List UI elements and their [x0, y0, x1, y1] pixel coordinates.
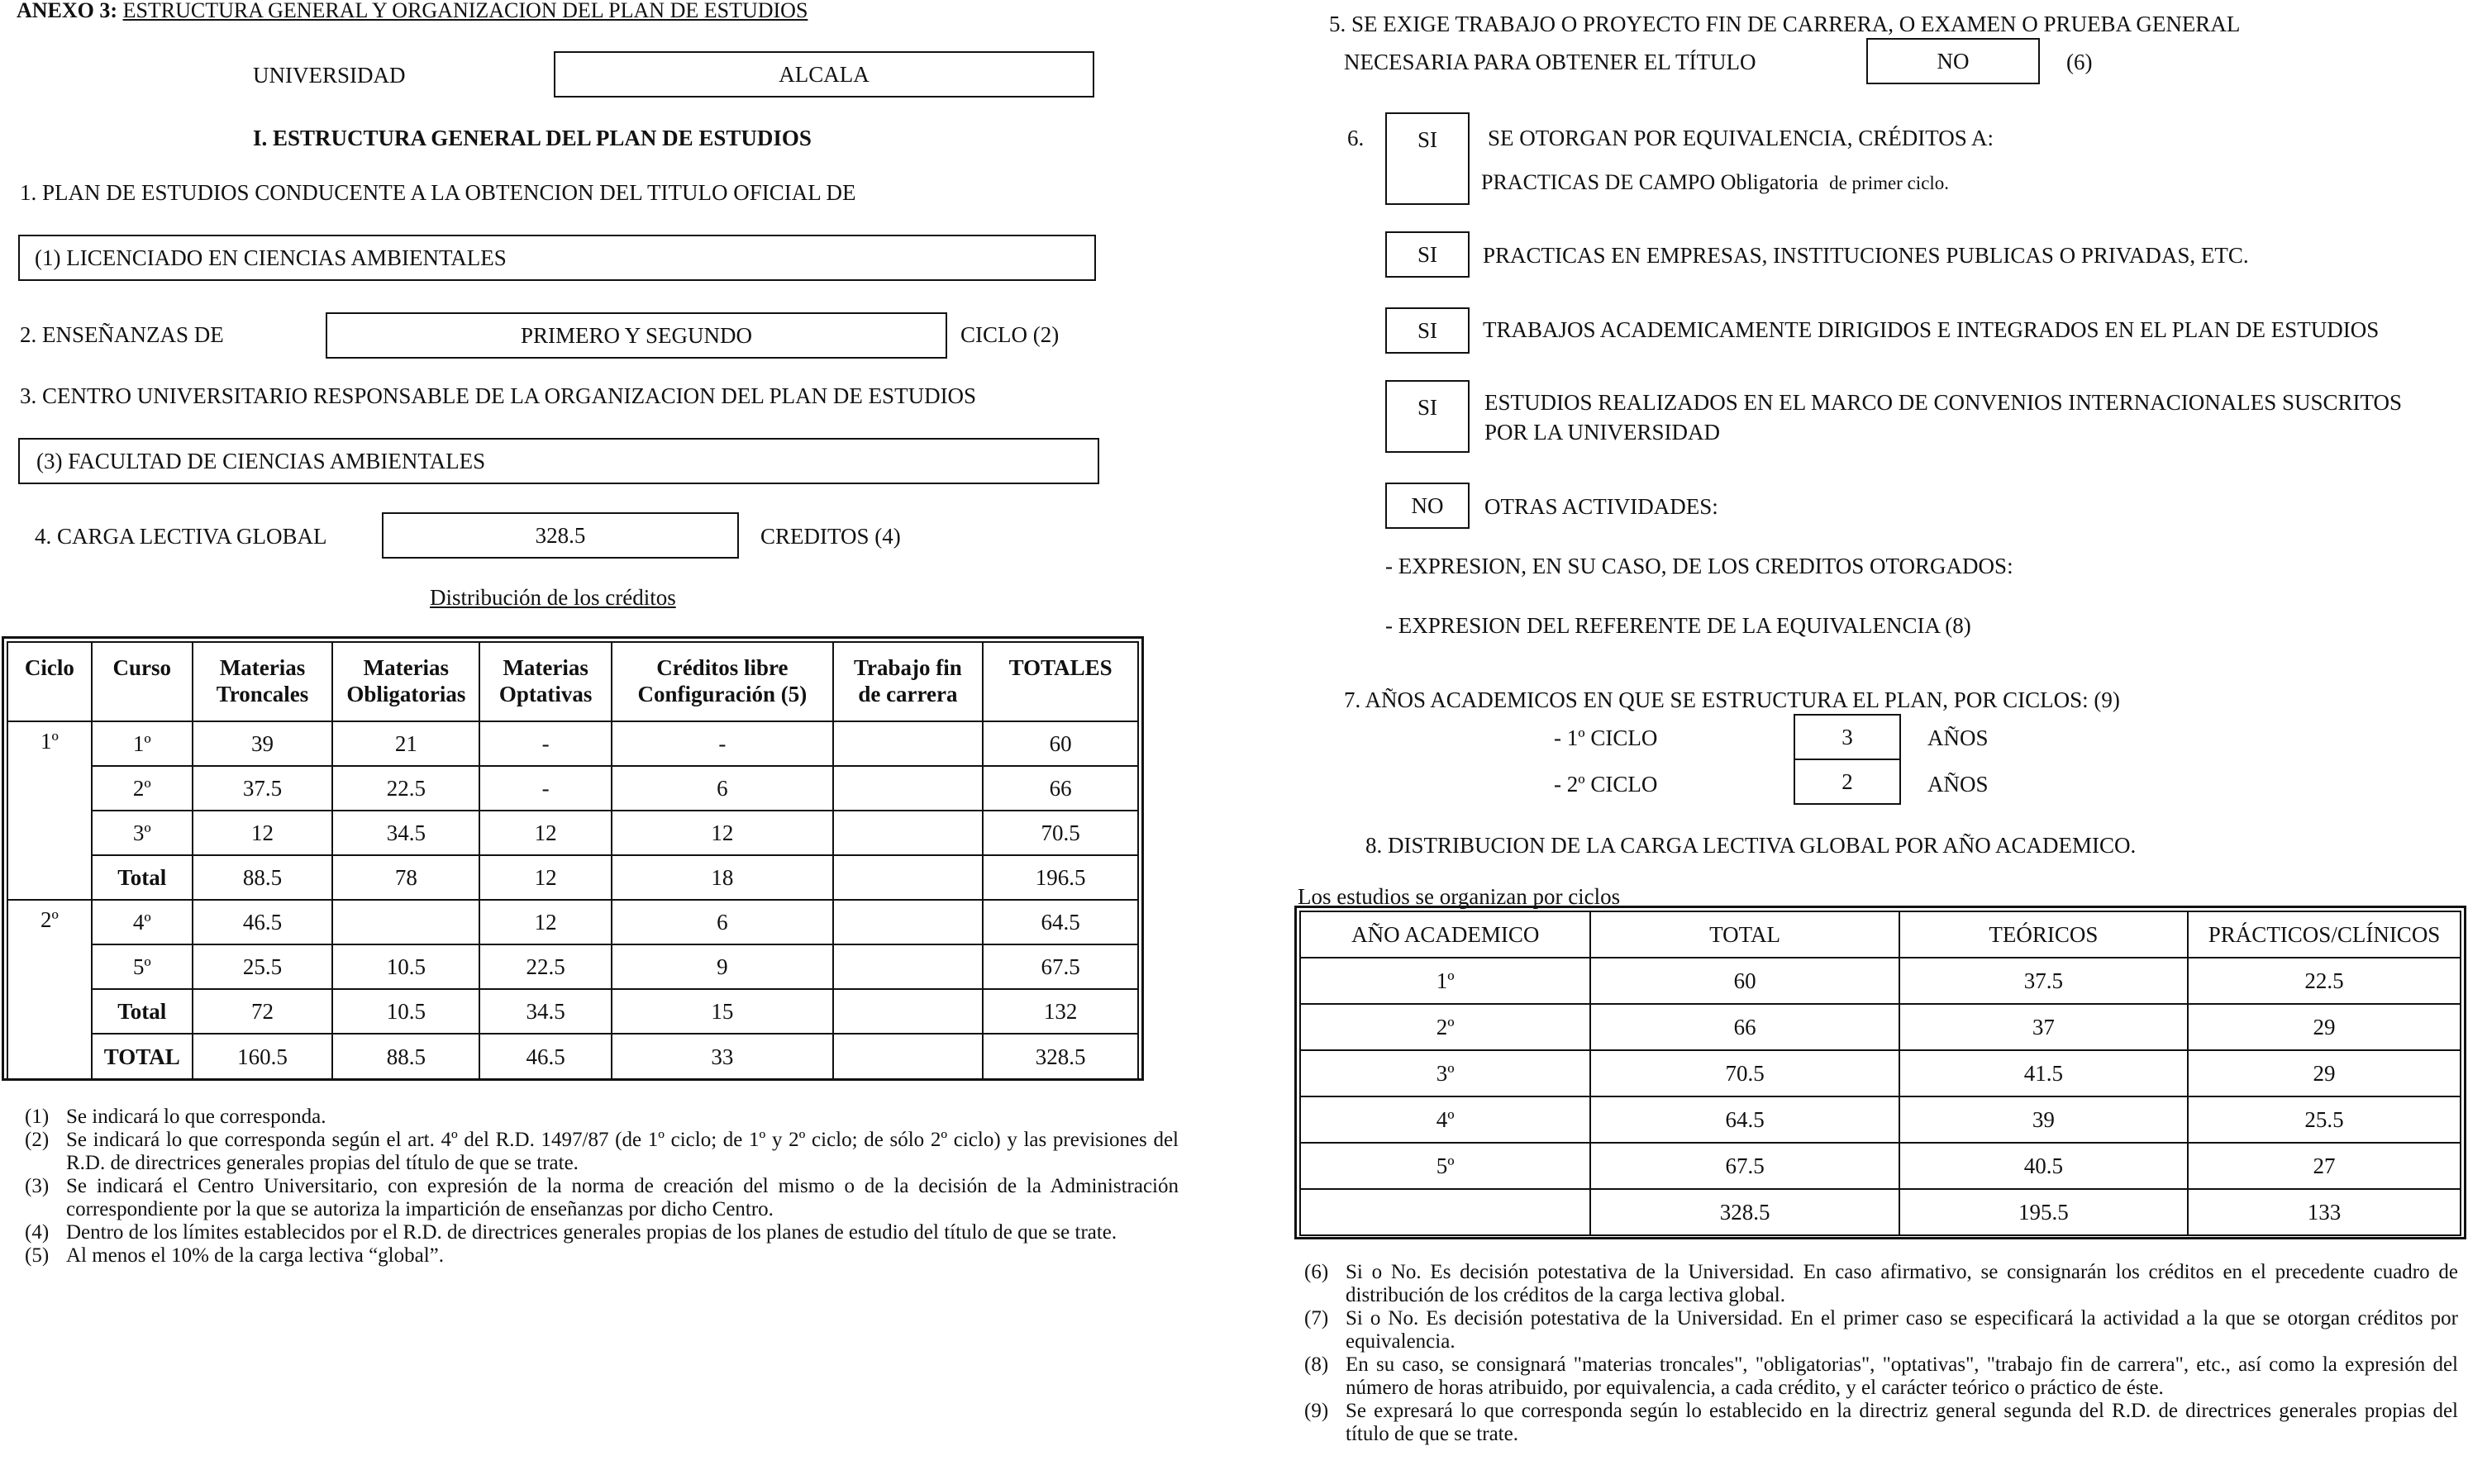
col-trabajo-fin: Trabajo fin de carrera	[833, 642, 984, 721]
table-cell: 60	[983, 721, 1138, 766]
table-row	[7, 989, 1138, 1034]
university-field	[554, 51, 1094, 98]
table-cell: 67.5	[1590, 1143, 1899, 1189]
organization-note: Los estudios se organizan por ciclos	[1298, 884, 1621, 909]
table-cell: 64.5	[983, 900, 1138, 944]
footnote: (2) Se indicará lo que corresponda según el art. 4º del R.D. 1497/87 (de 1º ciclo; de 1º y 2º ciclo; de sólo 2º ciclo) y las previsiones del R.D. de directrices generales propias del título de que se trate.	[25, 1129, 1179, 1174]
final-project-field	[1866, 38, 2040, 84]
annex-title: ESTRUCTURA GENERAL Y ORGANIZACION DEL PLAN DE ESTUDIOS	[122, 0, 808, 22]
faculty-field	[18, 438, 1099, 484]
table-cell: Total	[92, 855, 193, 900]
teaching-cycles-value: PRIMERO Y SEGUNDO	[520, 322, 753, 348]
item-5-line-1: 5. SE EXIGE TRABAJO O PROYECTO FIN DE CARRERA, O EXAMEN O PRUEBA GENERAL	[1329, 12, 2241, 36]
cycle-1-years-field: 3	[1794, 714, 1901, 760]
table-row	[7, 855, 1138, 900]
table-row-total	[1300, 1189, 2461, 1235]
table-cell: 15	[612, 989, 833, 1034]
col-obligatorias: Materias Obligatorias	[332, 642, 479, 721]
table-cell: 25.5	[2188, 1096, 2461, 1143]
item-2-suffix: CICLO (2)	[960, 322, 1060, 347]
table-cell	[833, 811, 984, 855]
table-cell: 67.5	[983, 944, 1138, 989]
footnote: (7) Si o No. Es decisión potestativa de la Universidad. En el primer caso se especificará la actividad a la que se otorgan créditos por equivalencia.	[1304, 1307, 2458, 1353]
col-ano-academico: AÑO ACADEMICO	[1300, 911, 1590, 958]
distribution-title: Distribución de los créditos	[430, 585, 676, 610]
col-libre-configuracion: Créditos libre Configuración (5)	[612, 642, 833, 721]
table-cell: 40.5	[1899, 1143, 2188, 1189]
item-4-label: 4. CARGA LECTIVA GLOBAL	[35, 524, 327, 549]
left-footnotes	[25, 1106, 1179, 1268]
item-5-ref: (6)	[2066, 50, 2093, 74]
table-row	[7, 766, 1138, 811]
equivalence-box: SI	[1385, 307, 1470, 354]
table-cell: 39	[193, 721, 333, 766]
equivalence-main-box	[1385, 112, 1470, 205]
table-cell: 39	[1899, 1096, 2188, 1143]
item-6-number: 6.	[1347, 126, 1365, 150]
table-cell	[833, 900, 984, 944]
col-teoricos: TEÓRICOS	[1899, 911, 2188, 958]
footnote: (3) Se indicará el Centro Universitario, con expresión de la norma de creación del mismo o de la decisión de la Administración correspondiente por la que se autoriza la impartición de enseñanzas por dicho Centro.	[25, 1175, 1179, 1220]
col-troncales: Materias Troncales	[193, 642, 333, 721]
ciclo-1-cell: 1º	[7, 721, 92, 900]
footnote: (8) En su caso, se consignará "materias troncales", "obligatorias", "optativas", "trabajo fin de carrera", etc., así como la expresión del número de horas atribuido, por equivalencia, a cada crédito, y el carácter teórico o práctico de éste.	[1304, 1353, 2458, 1399]
equivalence-label-line-2: POR LA UNIVERSIDAD	[1484, 420, 1721, 445]
table-cell: 29	[2188, 1050, 2461, 1096]
university-label: UNIVERSIDAD	[253, 63, 406, 88]
cycle-2-label: - 2º CICLO	[1554, 772, 1658, 797]
footnote: (9) Se expresará lo que corresponda según lo establecido en la directriz general segunda del R.D. de directrices generales propias del título de que se trate.	[1304, 1400, 2458, 1445]
equivalence-label: ESTUDIOS REALIZADOS EN EL MARCO DE CONVENIOS INTERNACIONALES SUSCRITOS	[1484, 390, 2403, 415]
table-cell: 88.5	[193, 855, 333, 900]
table-row	[7, 944, 1138, 989]
year-table-header	[1300, 911, 2461, 958]
col-totales: TOTALES	[983, 642, 1138, 721]
table-cell: 2º	[1300, 1004, 1590, 1050]
equivalence-label: OTRAS ACTIVIDADES:	[1484, 494, 1718, 519]
annex-label: ANEXO 3:	[17, 0, 118, 22]
credits-expression: - EXPRESION, EN SU CASO, DE LOS CREDITOS OTORGADOS:	[1385, 554, 2013, 578]
item-1-label: 1. PLAN DE ESTUDIOS CONDUCENTE A LA OBTENCION DEL TITULO OFICIAL DE	[20, 180, 856, 205]
faculty-value: (3) FACULTAD DE CIENCIAS AMBIENTALES	[36, 448, 486, 473]
table-cell: 196.5	[983, 855, 1138, 900]
table-cell: 27	[2188, 1143, 2461, 1189]
table-cell: 70.5	[1590, 1050, 1899, 1096]
table-cell: 64.5	[1590, 1096, 1899, 1143]
footnote: (6) Si o No. Es decisión potestativa de la Universidad. En caso afirmativo, se consignarán los créditos en el precedente cuadro de distribución de los créditos de la carga lectiva global.	[1304, 1261, 2458, 1306]
degree-title-field	[18, 235, 1096, 281]
col-optativas: Materias Optativas	[479, 642, 612, 721]
table-cell: -	[479, 766, 612, 811]
col-practicos: PRÁCTICOS/CLÍNICOS	[2188, 911, 2461, 958]
table-row	[1300, 958, 2461, 1004]
table-cell: 18	[612, 855, 833, 900]
table-cell: 1º	[1300, 958, 1590, 1004]
equivalence-label: PRACTICAS EN EMPRESAS, INSTITUCIONES PUBLICAS O PRIVADAS, ETC.	[1483, 243, 2249, 268]
annex-heading	[17, 0, 808, 21]
equivalence-box: NO	[1385, 483, 1470, 529]
item-7-label: 7. AÑOS ACADEMICOS EN QUE SE ESTRUCTURA EL PLAN, POR CICLOS: (9)	[1344, 687, 2120, 712]
equivalence-label: TRABAJOS ACADEMICAMENTE DIRIGIDOS E INTEGRADOS EN EL PLAN DE ESTUDIOS	[1483, 317, 2380, 342]
table-cell: 195.5	[1899, 1189, 2188, 1235]
table-cell: 22.5	[479, 944, 612, 989]
degree-title-value: (1) LICENCIADO EN CIENCIAS AMBIENTALES	[35, 245, 507, 270]
table-cell: 9	[612, 944, 833, 989]
table-cell: 21	[332, 721, 479, 766]
table-cell: 12	[193, 811, 333, 855]
table-cell: 72	[193, 989, 333, 1034]
item-8-label: 8. DISTRIBUCION DE LA CARGA LECTIVA GLOBAL POR AÑO ACADEMICO.	[1365, 833, 2137, 858]
table-cell: 10.5	[332, 944, 479, 989]
table-cell	[833, 855, 984, 900]
table-cell: 6	[612, 766, 833, 811]
table-cell	[833, 721, 984, 766]
table-cell: -	[479, 721, 612, 766]
item-6-subtitle: PRACTICAS DE CAMPO Obligatoria de primer ciclo.	[1481, 170, 1950, 194]
col-ciclo: Ciclo	[7, 642, 92, 721]
table-row	[1300, 1096, 2461, 1143]
table-cell	[833, 989, 984, 1034]
table-cell: 70.5	[983, 811, 1138, 855]
table-cell: 88.5	[332, 1034, 479, 1080]
table-cell: 5º	[92, 944, 193, 989]
footnote: (5) Al menos el 10% de la carga lectiva “global”.	[25, 1244, 444, 1267]
table-row	[7, 721, 1138, 766]
table-cell: 133	[2188, 1189, 2461, 1235]
table-cell: 66	[983, 766, 1138, 811]
table-cell: 25.5	[193, 944, 333, 989]
table-row	[1300, 1143, 2461, 1189]
right-footnotes	[1304, 1261, 2458, 1446]
table-cell: 46.5	[193, 900, 333, 944]
table-cell: 160.5	[193, 1034, 333, 1080]
table-cell	[1300, 1189, 1590, 1235]
footnote: (4) Dentro de los límites establecidos por el R.D. de directrices generales propias de los planes de estudio del título de que se trate.	[25, 1221, 1117, 1244]
table-cell: 37	[1899, 1004, 2188, 1050]
teaching-cycles-field	[326, 312, 947, 359]
table-cell	[332, 900, 479, 944]
equivalence-main-value: SI	[1417, 127, 1437, 152]
table-cell: Total	[92, 989, 193, 1034]
table-cell: 328.5	[983, 1034, 1138, 1080]
year-table	[1299, 911, 2461, 1236]
table-cell: 78	[332, 855, 479, 900]
table-cell: 34.5	[332, 811, 479, 855]
item-6-title: SE OTORGAN POR EQUIVALENCIA, CRÉDITOS A:	[1488, 126, 1994, 150]
table-cell: 66	[1590, 1004, 1899, 1050]
table-cell: 41.5	[1899, 1050, 2188, 1096]
table-row-grand-total	[7, 1034, 1138, 1080]
university-value: ALCALA	[779, 61, 870, 87]
table-cell	[833, 766, 984, 811]
table-cell: TOTAL	[92, 1034, 193, 1080]
table-cell: 37.5	[1899, 958, 2188, 1004]
ciclo-2-cell: 2º	[7, 900, 92, 1080]
table-cell: 37.5	[193, 766, 333, 811]
table-cell: 3º	[1300, 1050, 1590, 1096]
table-row	[7, 900, 1138, 944]
table-cell: 3º	[92, 811, 193, 855]
table-cell: 1º	[92, 721, 193, 766]
table-cell: 12	[479, 900, 612, 944]
table-cell: 328.5	[1590, 1189, 1899, 1235]
table-cell: 22.5	[2188, 958, 2461, 1004]
table-cell: 10.5	[332, 989, 479, 1034]
table-cell: 46.5	[479, 1034, 612, 1080]
table-cell: 5º	[1300, 1143, 1590, 1189]
final-project-value: NO	[1937, 48, 1970, 74]
item-2-label: 2. ENSEÑANZAS DE	[20, 322, 224, 347]
item-4-suffix: CREDITOS (4)	[760, 524, 901, 549]
item-3-label: 3. CENTRO UNIVERSITARIO RESPONSABLE DE LA ORGANIZACION DEL PLAN DE ESTUDIOS	[20, 383, 977, 408]
equivalence-reference: - EXPRESION DEL REFERENTE DE LA EQUIVALENCIA (8)	[1385, 613, 1971, 638]
table-cell: 12	[479, 811, 612, 855]
table-cell	[833, 1034, 984, 1080]
credits-table-header	[7, 642, 1138, 721]
cycle-1-label: - 1º CICLO	[1554, 725, 1658, 750]
table-cell: 60	[1590, 958, 1899, 1004]
cycle-2-years-unit: AÑOS	[1927, 772, 1989, 797]
table-cell: 33	[612, 1034, 833, 1080]
footnote: (1) Se indicará lo que corresponda.	[25, 1106, 326, 1128]
table-cell: 2º	[92, 766, 193, 811]
global-load-value: 328.5	[535, 522, 586, 548]
table-cell	[833, 944, 984, 989]
col-total: TOTAL	[1590, 911, 1899, 958]
table-cell: 29	[2188, 1004, 2461, 1050]
table-row	[1300, 1004, 2461, 1050]
table-row	[1300, 1050, 2461, 1096]
table-cell: 12	[479, 855, 612, 900]
table-cell: 4º	[92, 900, 193, 944]
item-5-line-2: NECESARIA PARA OBTENER EL TÍTULO	[1344, 50, 1756, 74]
col-curso: Curso	[92, 642, 193, 721]
cycle-1-years-unit: AÑOS	[1927, 725, 1989, 750]
table-cell: 6	[612, 900, 833, 944]
equivalence-box: SI	[1385, 231, 1470, 278]
table-cell: 132	[983, 989, 1138, 1034]
equivalence-box: SI	[1385, 380, 1470, 453]
section-title: I. ESTRUCTURA GENERAL DEL PLAN DE ESTUDIOS	[253, 126, 812, 150]
table-cell: 22.5	[332, 766, 479, 811]
table-row	[7, 811, 1138, 855]
global-load-field	[382, 512, 739, 559]
table-cell: 34.5	[479, 989, 612, 1034]
table-cell: 4º	[1300, 1096, 1590, 1143]
cycle-2-years-field: 2	[1794, 759, 1901, 805]
table-cell: 12	[612, 811, 833, 855]
table-cell: -	[612, 721, 833, 766]
credits-table	[7, 641, 1139, 1081]
